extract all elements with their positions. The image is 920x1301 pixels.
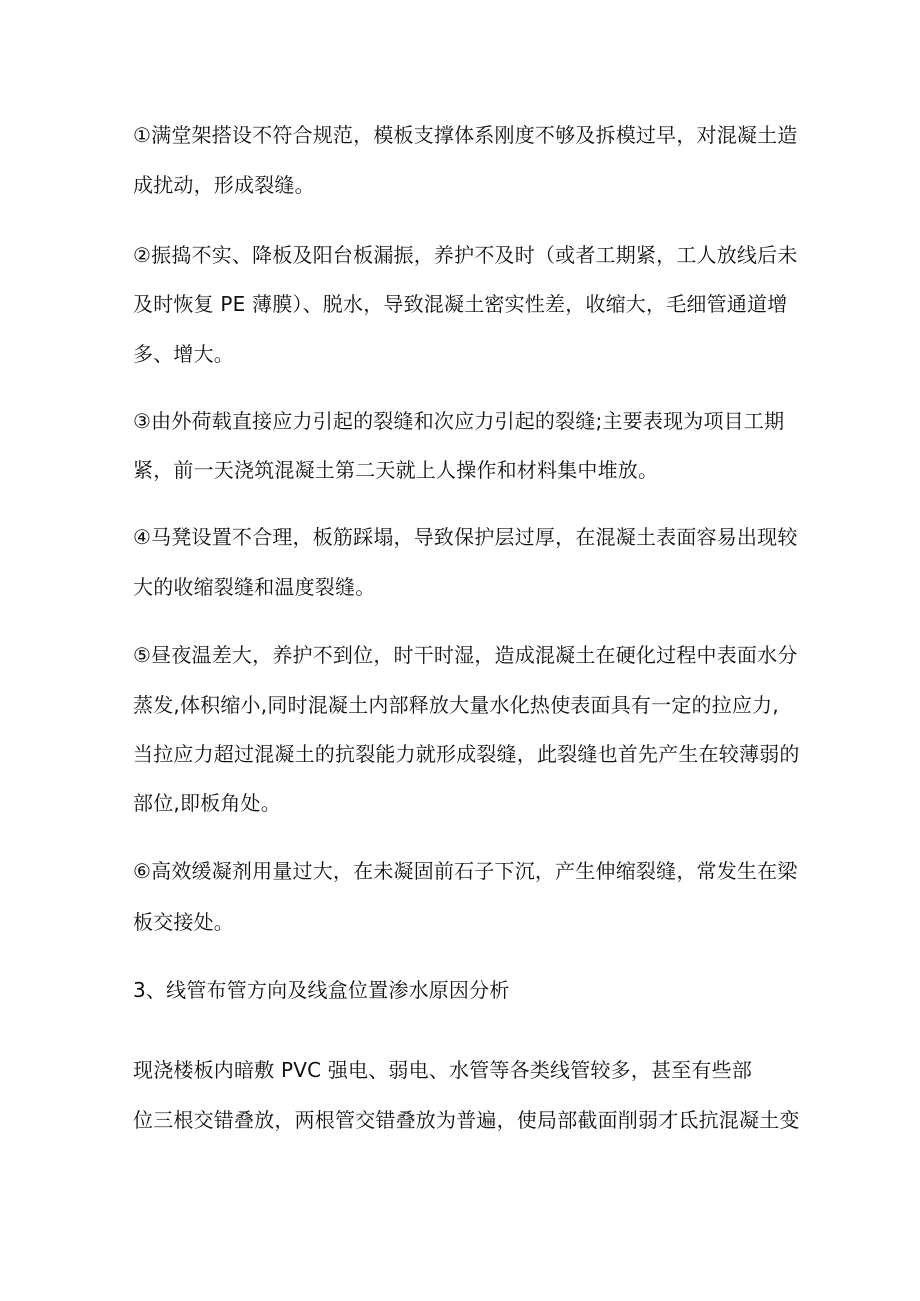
paragraph-4-line-2: 大的收缩裂缝和温度裂缝。 (133, 575, 376, 599)
paragraph-6-line-2: 板交接处。 (133, 910, 234, 934)
section-heading: 3、线管布管方向及线盒位置渗水原因分析 (133, 978, 510, 1002)
paragraph-2-line-1: ②振捣不实、降板及阳台板漏振，养护不及时（或者工期紧，工人放线后未 (133, 243, 798, 267)
paragraph-7-line-1: 现浇楼板内暗敷 PVC 强电、弱电、水管等各类线管较多，甚至有些部 (133, 1058, 753, 1082)
paragraph-2-line-3: 多、增大。 (133, 342, 234, 366)
paragraph-6-line-1: ⑥高效缓凝剂用量过大，在未凝固前石子下沉，产生伸缩裂缝，常发生在梁 (133, 859, 798, 883)
paragraph-5-line-1: ⑤昼夜温差大，养护不到位，时干时湿，造成混凝土在硬化过程中表面水分 (133, 643, 798, 667)
paragraph-2-line-2: 及时恢复 PE 薄膜）、脱水，导致混凝土密实性差，收缩大，毛细管通道增 (133, 292, 788, 316)
paragraph-5-line-4: 部位,即板角处。 (133, 791, 281, 815)
paragraph-4-line-1: ④马凳设置不合理，板筋踩塌，导致保护层过厚，在混凝土表面容易出现较 (133, 525, 798, 549)
paragraph-5-line-3: 当拉应力超过混凝土的抗裂能力就形成裂缝，此裂缝也首先产生在较薄弱的 (133, 742, 800, 766)
paragraph-3-line-2: 紧，前一天浇筑混凝土第二天就上人操作和材料集中堆放。 (133, 458, 659, 482)
paragraph-7-line-2: 位三根交错叠放，两根管交错叠放为普遍，使局部截面削弱才氐抗混凝土变 (133, 1108, 800, 1132)
paragraph-5-line-2: 蒸发,体积缩小,同时混凝土内部释放大量水化热使表面具有一定的拉应力, (133, 693, 779, 717)
paragraph-1-line-1: ①满堂架搭设不符合规范，模板支撑体系刚度不够及拆模过早，对混凝土造 (133, 123, 798, 147)
paragraph-1-line-2: 成扰动，形成裂缝。 (133, 173, 315, 197)
paragraph-3-line-1: ③由外荷载直接应力引起的裂缝和次应力引起的裂缝;主要表现为项目工期 (133, 409, 785, 433)
